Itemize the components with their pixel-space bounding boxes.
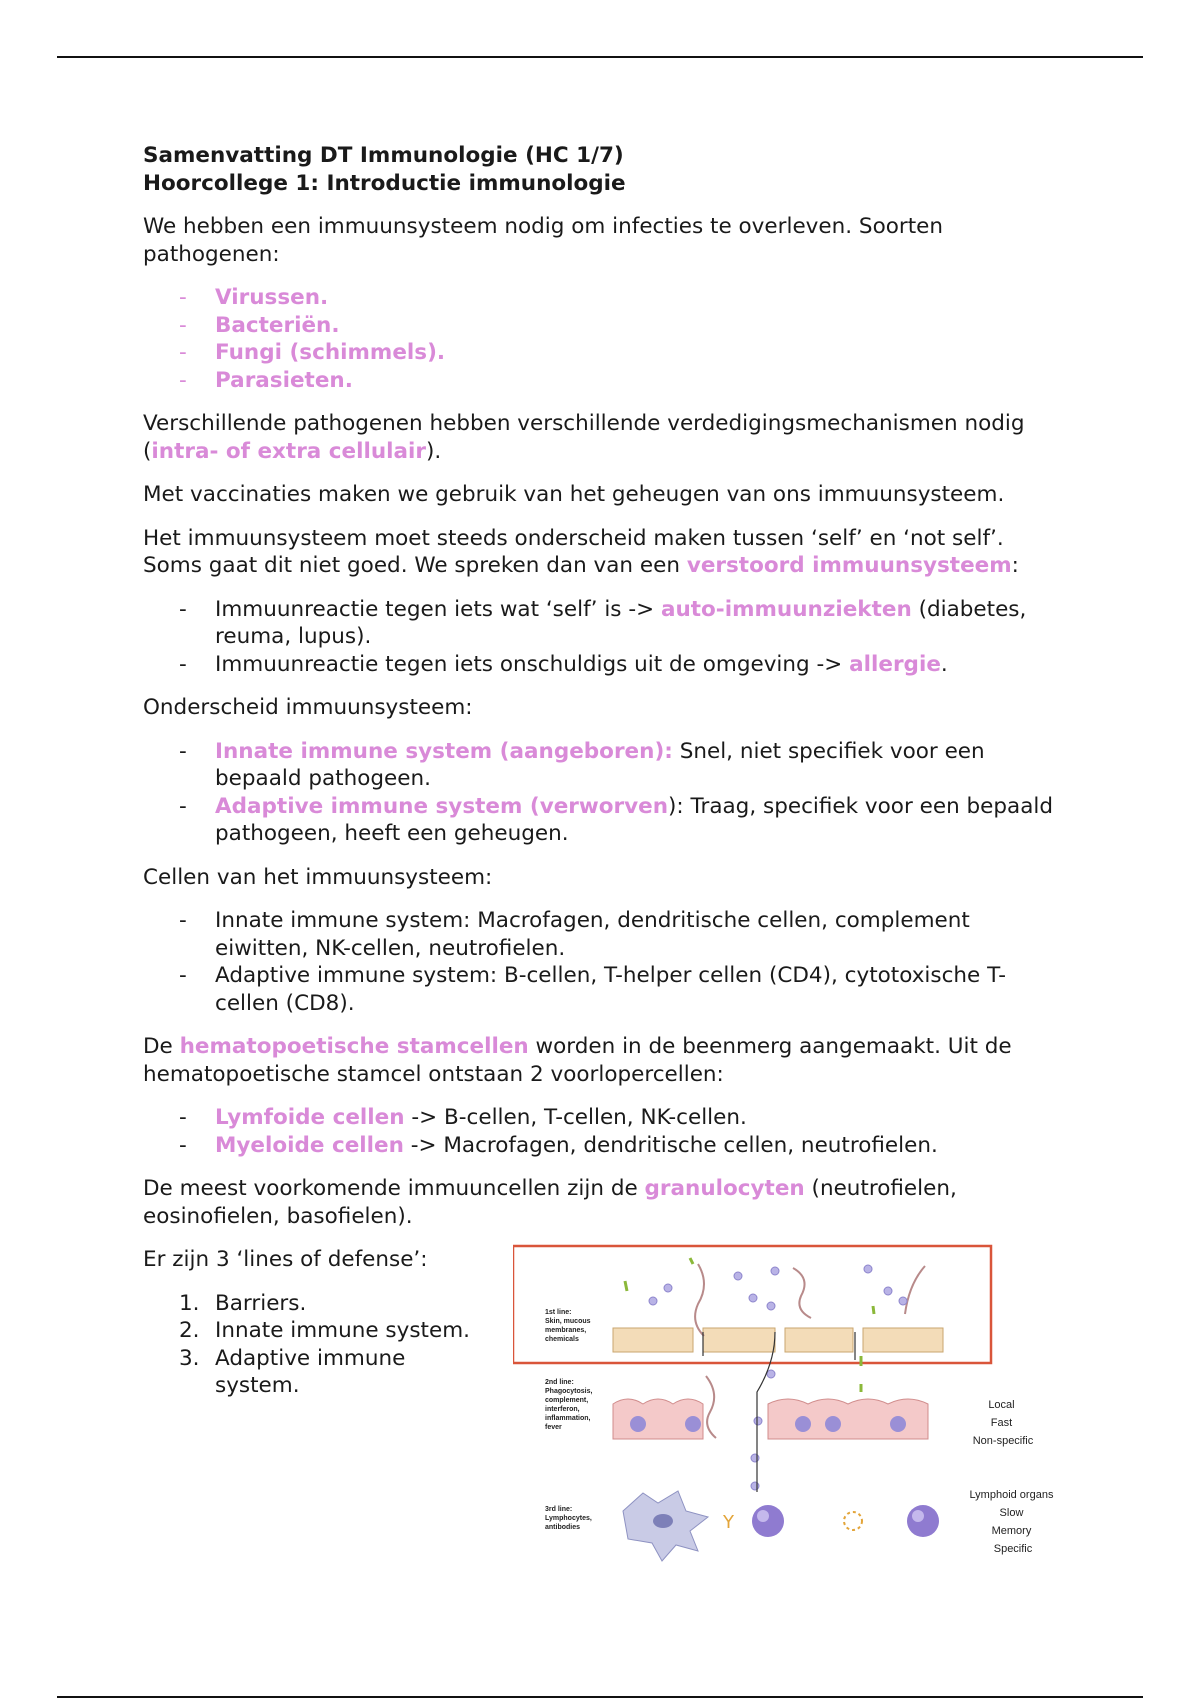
distinction-list [143,738,1063,848]
highlight: hematopoetische stamcellen [179,1034,529,1059]
pathogen-squiggle [793,1268,811,1318]
first-line-label: 1st line: Skin, mucous membranes, chemicals [545,1309,591,1343]
text: Adaptive immune system. [215,1345,406,1398]
text: ): Traag, specifiek voor een bepaald pathogeen, heeft een geheugen. [215,793,1054,846]
list-item: - Parasieten. [143,367,1063,395]
text: De [143,1034,180,1059]
list-item [143,1104,1063,1132]
bacteria-rods [625,1258,874,1392]
disorder-list [143,596,1063,679]
list-item [143,738,1063,793]
highlight: Myeloide cellen [215,1132,404,1158]
pathogen-squiggle [905,1266,925,1314]
list-item: - Adaptive immune system: B-cellen, T-helper cellen (CD4), cytotoxische T-cellen (CD8). [143,962,1063,1017]
list-item [143,596,1063,651]
lines-of-defense-figure [513,1236,1083,1576]
third-line-properties: Lymphoid organs Slow Memory Specific [969,1489,1054,1555]
intro-paragraph: We hebben een immuunsysteem nodig om infecties te overleven. Soorten pathogenen: [143,214,944,267]
text: . [940,651,948,677]
pathogen-squiggle [706,1376,716,1438]
highlight: intra- of extra cellulair [151,438,427,464]
list-item: - Bacteriën. [143,312,1063,340]
highlight: Adaptive immune system (verworven [215,793,669,819]
list-number: 3. [179,1345,200,1371]
lines-heading: Er zijn 3 ‘lines of defense’: [143,1247,428,1272]
text: Barriers. [215,1290,307,1316]
header-rule [57,56,1143,58]
list-number: 1. [179,1290,200,1316]
list-item [143,1345,483,1400]
list-item [143,1290,483,1318]
distinction-heading: Onderscheid immuunsysteem: [143,695,473,720]
defense-mech-paragraph [143,410,1063,465]
text: Innate immune system. [215,1318,470,1343]
virus-particles [649,1265,907,1490]
text: De meest voorkomende immuuncellen zijn de [143,1176,645,1201]
second-line-properties: Local Fast Non-specific [972,1399,1034,1447]
list-item [143,793,1063,848]
pathogen-list [143,284,1063,394]
text: (neutrofielen, eosinofielen, basofielen). [143,1176,957,1229]
highlight: Innate immune system (aangeboren): [215,738,673,764]
pathogen-squiggle [695,1264,704,1336]
text: (diabetes, reuma, lupus). [215,596,1027,649]
stem-paragraph [143,1033,1063,1088]
text: -> B-cellen, T-cellen, NK-cellen. [404,1105,747,1130]
lecture-title: Hoorcollege 1: Introductie immunologie [143,170,626,196]
text: worden in de beenmerg aangemaakt. Uit de hematopoetische stamcel ontstaan 2 voorlopercellen: [143,1034,1012,1087]
text: Immuunreactie tegen iets wat ‘self’ is -> [215,596,661,622]
list-item [143,1317,483,1345]
footer-rule [57,1696,1143,1698]
skin-layer [613,1328,943,1352]
cells-heading: Cellen van het immuunsysteem: [143,864,493,890]
svg-text:Y: Y [723,1512,734,1533]
highlight: Lymfoide cellen [215,1105,405,1130]
cells-list [143,907,1063,1017]
text: ). [426,438,442,464]
text: -> Macrofagen, dendritische cellen, neutrofielen. [403,1132,938,1158]
highlight: granulocyten [644,1176,805,1201]
lymphocytes [623,1491,939,1561]
precursor-list [143,1104,1063,1159]
text: : [1011,553,1019,578]
third-line-label: 3rd line: Lymphocytes, antibodies [545,1506,592,1531]
highlight: auto-immuunziekten [660,596,912,622]
highlight: verstoord immuunsysteem [686,553,1012,578]
list-number: 2. [179,1318,200,1343]
second-line-label: 2nd line: Phagocytosis, complement, interferon, inflammation, fever [545,1379,593,1431]
text: Snel, niet specifiek voor een bepaald pathogeen. [215,738,985,791]
lines-list [143,1290,483,1400]
text: Immuunreactie tegen iets onschuldigs uit de omgeving -> [215,651,850,677]
defense-text [143,1246,483,1416]
text: Het immuunsysteem moet steeds onderscheid maken tussen ‘self’ en ‘not self’. Soms gaat dit niet goed. We spreken dan van een [143,525,1004,578]
granulo-paragraph [143,1175,1063,1230]
list-item: - Innate immune system: Macrofagen, dendritische cellen, complement eiwitten, NK-cellen, neutrofielen. [143,907,1063,962]
list-item: - Virussen. [143,284,1063,312]
list-item [143,651,1063,679]
self-paragraph [143,525,1063,580]
text: Verschillende pathogenen hebben verschillende verdedigingsmechanismen nodig ( [143,411,1025,464]
document-title: Samenvatting DT Immunologie (HC 1/7) [143,143,624,168]
document-body [143,142,1063,1586]
vaccination-paragraph: Met vaccinaties maken we gebruik van het geheugen van ons immuunsysteem. [143,482,1005,507]
list-item [143,1132,1063,1160]
highlight: allergie [849,651,941,677]
list-item: - Fungi (schimmels). [143,339,1063,367]
defense-section [143,1246,1063,1586]
